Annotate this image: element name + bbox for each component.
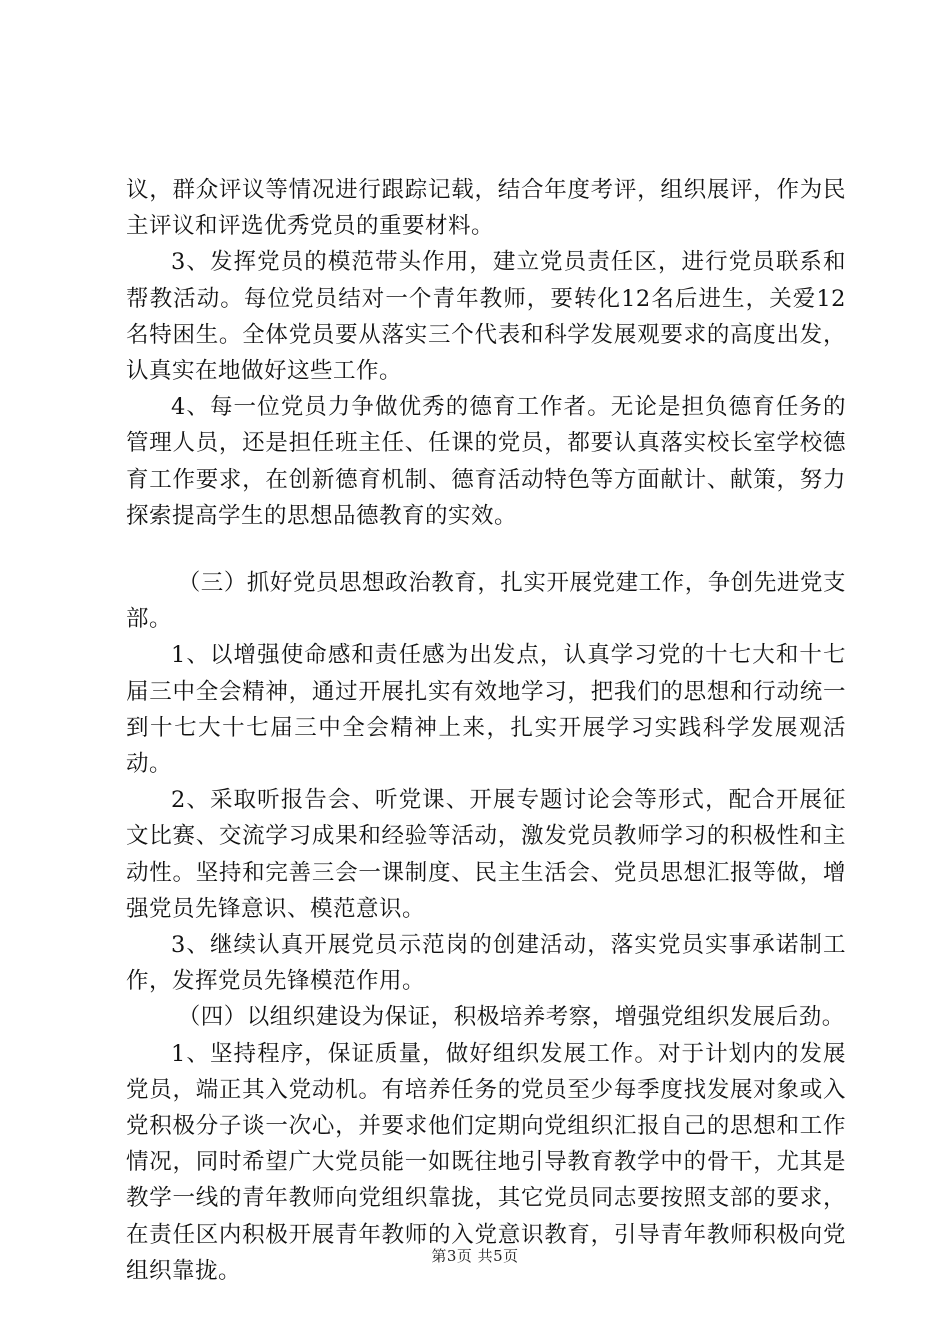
paragraph-item-1b: 1、坚持程序，保证质量，做好组织发展工作。对于计划内的发展党员，端正其入党动机。有培养任务的党员至少每季度找发展对象或入党积极分子谈一次心，并要求他们定期向党组织汇报自己的思想和工作情况，同时希望广大党员能一如既往地引导教育教学中的骨干，尤其是教学一线的青年教师向党组织靠拢，其它党员同志要按照支部的要求，在责任区内积极开展青年教师的入党意识教育，引导青年教师积极向党组织靠拢。 bbox=[126, 1040, 846, 1284]
document-body bbox=[126, 172, 846, 1289]
paragraph-item-1: 1、以增强使命感和责任感为出发点，认真学习党的十七大和十七届三中全会精神，通过开展扎实有效地学习，把我们的思想和行动统一到十七大十七届三中全会精神上来，扎实开展学习实践科学发展观活动。 bbox=[126, 642, 846, 778]
paragraph-item-3: 3、发挥党员的模范带头作用，建立党员责任区，进行党员联系和帮教活动。每位党员结对一个青年教师，要转化12名后进生，关爱12名特困生。全体党员要从落实三个代表和科学发展观要求的高度出发，认真实在地做好这些工作。 bbox=[126, 249, 846, 385]
section-heading-3: （三）抓好党员思想政治教育，扎实开展党建工作，争创先进党支部。 bbox=[126, 570, 846, 633]
paragraph-item-4: 4、每一位党员力争做优秀的德育工作者。无论是担负德育任务的管理人员，还是担任班主任、任课的党员，都要认真落实校长室学校德育工作要求，在创新德育机制、德育活动特色等方面献计、献策，努力探索提高学生的思想品德教育的实效。 bbox=[126, 394, 846, 529]
page-number-footer: 第3页 共5页 bbox=[431, 1247, 519, 1265]
paragraph-gap bbox=[126, 534, 846, 565]
paragraph-item-3b: 3、继续认真开展党员示范岗的创建活动，落实党员实事承诺制工作，发挥党员先锋模范作用。 bbox=[126, 932, 846, 995]
paragraph-continuation: 议，群众评议等情况进行跟踪记载，结合年度考评，组织展评，作为民主评议和评选优秀党员的重要材料。 bbox=[126, 177, 846, 240]
paragraph-item-2: 2、采取听报告会、听党课、开展专题讨论会等形式，配合开展征文比赛、交流学习成果和经验等活动，激发党员教师学习的积极性和主动性。坚持和完善三会一课制度、民主生活会、党员思想汇报等做，增强党员先锋意识、模范意识。 bbox=[126, 787, 846, 922]
section-heading-4: （四）以组织建设为保证，积极培养考察，增强党组织发展后劲。 bbox=[177, 1004, 845, 1031]
